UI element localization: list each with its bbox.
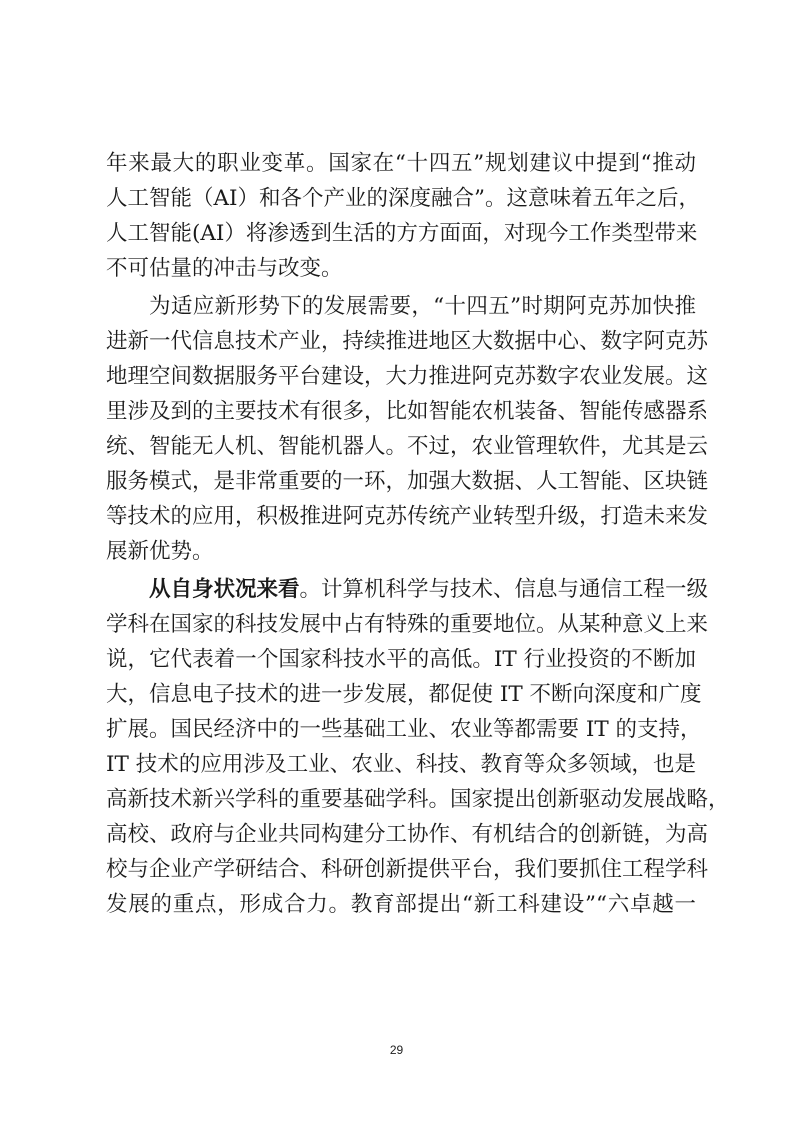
- paragraph-line: 高新技术新兴学科的重要基础学科。国家提出创新驱动发展战略，: [106, 787, 730, 812]
- paragraph-line: 进新一代信息技术产业，持续推进地区大数据中心、数字阿克苏: [106, 329, 709, 354]
- paragraph-line: 等技术的应用，积极推进阿克苏传统产业转型升级，打造未来发: [106, 504, 709, 529]
- paragraph-line: 扩展。国民经济中的一些基础工业、农业等都需要 IT 的支持，: [106, 717, 702, 742]
- paragraph-line: 学科在国家的科技发展中占有特殊的重要地位。从某种意义上来: [106, 612, 709, 637]
- body-text: [106, 146, 730, 922]
- paragraph-line: 服务模式，是非常重要的一环，加强大数据、人工智能、区块链: [106, 469, 709, 494]
- paragraph-line: 大，信息电子技术的进一步发展，都促使 IT 不断向深度和广度: [106, 682, 702, 707]
- paragraph-line: 校与企业产学研结合、科研创新提供平台，我们要抓住工程学科: [106, 857, 709, 882]
- paragraph-line: 说，它代表着一个国家科技水平的高低。IT 行业投资的不断加: [106, 647, 696, 672]
- bold-lead-phrase: 从自身状况来看: [149, 577, 300, 602]
- paragraph-line-rest: 。计算机科学与技术、信息与通信工程一级: [299, 577, 709, 602]
- paragraph-line: 年来最大的职业变革。国家在“十四五”规划建议中提到“推动: [106, 151, 696, 176]
- paragraph-line: 地理空间数据服务平台建设，大力推进阿克苏数字农业发展。这: [106, 364, 709, 389]
- paragraph-line: IT 技术的应用涉及工业、农业、科技、教育等众多领域，也是: [106, 752, 696, 777]
- paragraph-line: 高校、政府与企业共同构建分工协作、有机结合的创新链，为高: [106, 822, 709, 847]
- paragraph-line: 里涉及到的主要技术有很多，比如智能农机装备、智能传感器系: [106, 399, 709, 424]
- paragraph-line: [106, 572, 709, 607]
- paragraph-line: 不可估量的冲击与改变。: [106, 256, 343, 281]
- page-number: 29: [389, 1043, 404, 1057]
- paragraph-line: 展新优势。: [106, 539, 214, 564]
- paragraph-line: 人工智能（AI）和各个产业的深度融合”。这意味着五年之后，: [106, 186, 701, 211]
- paragraph-line: 发展的重点，形成合力。教育部提出“新工科建设”“六卓越一: [106, 892, 696, 917]
- paragraph-line: 统、智能无人机、智能机器人。不过，农业管理软件，尤其是云: [106, 434, 709, 459]
- paragraph-line: 人工智能(AI）将渗透到生活的方方面面，对现今工作类型带来: [106, 221, 698, 246]
- paragraph-line: 为适应新形势下的发展需要，“十四五”时期阿克苏加快推: [149, 294, 696, 319]
